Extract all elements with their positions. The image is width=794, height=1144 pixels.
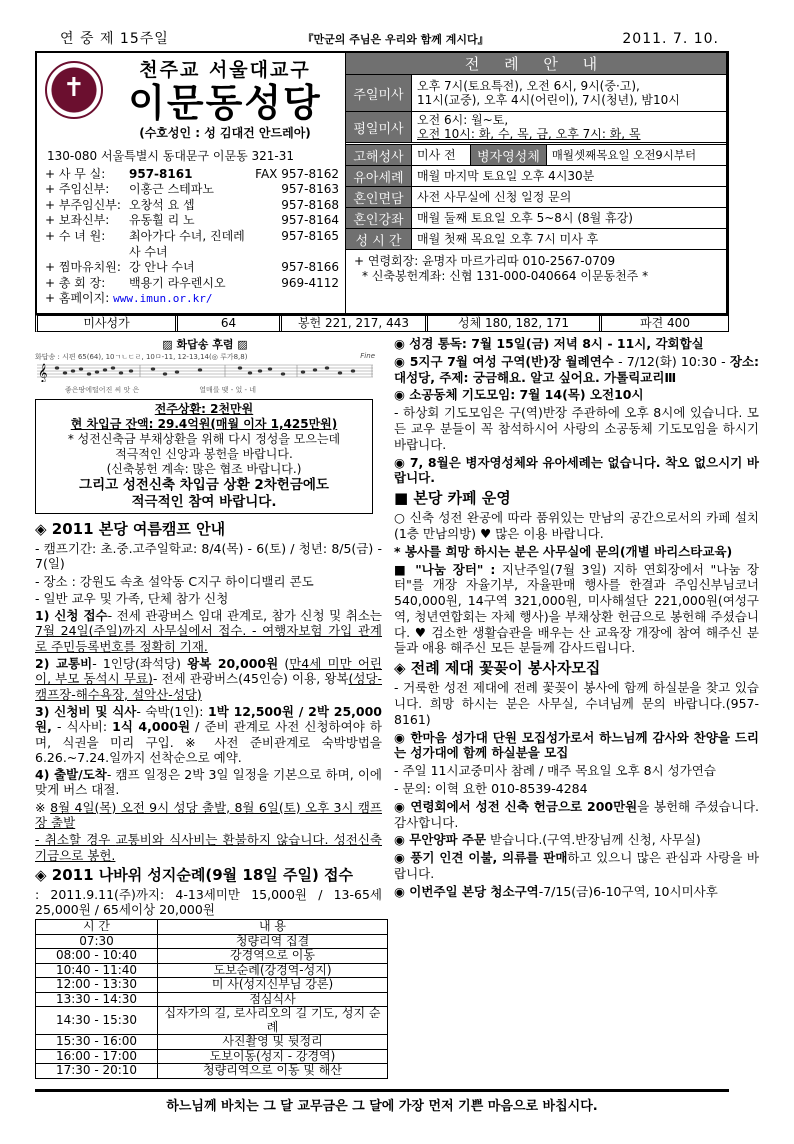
activity-cell: 청량리역으로 이동 및 해산 bbox=[158, 1064, 388, 1079]
text-run: ■ "나눔 장터" : bbox=[394, 561, 496, 577]
pilgrimage-schedule-table bbox=[35, 919, 388, 1079]
activity-cell: 십자가의 길, 로사리오의 길 기도, 성지 순례 bbox=[158, 1007, 388, 1035]
notice-line: 적극적인 참여 바랍니다. bbox=[131, 493, 277, 510]
music-note bbox=[87, 372, 91, 375]
paragraph bbox=[35, 767, 382, 798]
text-run: 만4세 미만 어린이, 부모 동석시 무료) bbox=[35, 656, 382, 687]
paragraph bbox=[394, 832, 759, 848]
music-note bbox=[313, 368, 317, 371]
text-run: 1) 신청 접수 bbox=[35, 608, 108, 624]
notice-line: (신축봉헌 계속: 많은 협조 바랍니다.) bbox=[106, 461, 302, 476]
liturgy-row-value: 매월 마지막 토요일 오후 4시30분 bbox=[417, 169, 595, 183]
masthead-box bbox=[35, 51, 729, 315]
left-column bbox=[35, 520, 382, 918]
music-note bbox=[258, 369, 262, 372]
funeral-committee: + 연령회장: 윤명자 마르가리따 010-2567-0709 bbox=[354, 254, 616, 268]
hymn-recessional: 파견 400 bbox=[640, 315, 690, 330]
liturgy-row bbox=[346, 166, 726, 187]
text-run: ◉ 소공동체 기도모임: 7월 14(목) 오전10시 bbox=[394, 387, 644, 403]
text-run: 7월 24일(주일)까지 사무실에서 접수. - 여행자보험 가입 관계로 주민등록번호를 정확히 기재. bbox=[35, 623, 382, 654]
notice-line: 전주상환: 2천만원 bbox=[154, 401, 254, 416]
contact-label: + 찜마유치원: bbox=[45, 260, 121, 275]
text-run: 지난주일(7월 3일) 지하 연회장에서 "나눔 장터"를 개장 자율기부, 자율판매 행사를 한결과 주임신부님코너 540,000원, 14구역 321,000원, 미사해설단 221,000원(여성구역, 청년연합회는 자체 행사)을 부채상환 헌금으로 봉헌해 주셨습니다. ♥ 검소한 생활습관을 배우는 산 교육장 개장에 참여 해주신 분들과 애용 해주신 모든 분들께 감사드립니다. bbox=[394, 561, 759, 656]
text-run: 1박 12,500원 / 2박 25,000원, bbox=[35, 703, 382, 735]
music-note bbox=[163, 372, 167, 375]
time-cell: 16:00 - 17:00 bbox=[36, 1049, 158, 1064]
music-note bbox=[325, 366, 329, 369]
liturgy-row-label: 성 시 간 bbox=[346, 229, 412, 249]
music-note bbox=[338, 371, 342, 374]
music-note bbox=[175, 370, 179, 373]
text-run: / 준비 관계로 사전 신청하여야 하며, 식권을 미리 구입. ※ 사전 준비관계로 숙박방법을 6.26.~7.24.일까지 선착순으로 예약. bbox=[35, 719, 382, 765]
paragraph bbox=[394, 781, 759, 797]
time-cell: 15:30 - 16:00 bbox=[36, 1035, 158, 1050]
music-note bbox=[111, 366, 115, 369]
music-note bbox=[79, 367, 83, 370]
paragraph bbox=[394, 884, 759, 900]
contact-phone: 957-8166 bbox=[281, 260, 339, 275]
paragraph bbox=[394, 510, 759, 542]
text-run: 3) 신청비 및 식사 bbox=[35, 703, 137, 719]
psalm-lyric: 열매를 맺 - 었 - 네 bbox=[199, 385, 257, 394]
notice-line: 현 차입금 잔액: 29.4억원(매월 이자 1,425만원) bbox=[70, 416, 338, 431]
text-run: 을 봉헌해 주셨습니다. 감사합니다. bbox=[394, 798, 759, 830]
time-cell: 14:30 - 15:30 bbox=[36, 1007, 158, 1035]
paragraph bbox=[394, 544, 759, 560]
confession-label: 고해성사 bbox=[346, 145, 412, 165]
contact-label: + 총 회 장: bbox=[45, 275, 106, 290]
bulletin-date: 2011. 7. 10. bbox=[622, 31, 719, 47]
text-run: - 캠프 일정은 2박 3일 일정을 기본으로 하며, 이에 맞게 버스 대절. bbox=[35, 767, 382, 798]
col-header: 내 용 bbox=[158, 920, 388, 935]
paragraph bbox=[394, 763, 759, 779]
paragraph bbox=[394, 850, 759, 882]
psalm-lyric: 좋은땅에떨어진 씨 앗 은 bbox=[65, 385, 140, 394]
footer-divider bbox=[35, 1089, 729, 1092]
section-heading: ◈ 전례 제대 꽃꽂이 봉사자모집 bbox=[394, 659, 601, 678]
text-run: ◉ 성경 통독: 7월 15일(금) 저녁 8시 - 11시, 각회합실 bbox=[394, 335, 704, 351]
table-row bbox=[36, 1049, 388, 1064]
text-run: 8월 4일(목) 오전 9시 성당 출발, 8월 6일(토) 오후 3시 캠프장 출발 bbox=[35, 799, 382, 830]
text-run: - 전세 관광버스 임대 관계로, 참가 신청 및 취소는 bbox=[107, 608, 382, 624]
text-run: 왕복 20,000원 bbox=[187, 656, 279, 672]
fine-mark: Fine bbox=[360, 351, 375, 360]
liturgy-guide bbox=[345, 53, 726, 313]
liturgy-row bbox=[346, 229, 726, 250]
text-run: -7/15(금)6-10구역, 10시미사후 bbox=[538, 883, 718, 899]
text-run: * 봉사를 희망 하시는 분은 사무실에 문의(개별 바리스타교육) bbox=[394, 543, 733, 559]
table-row bbox=[36, 1007, 388, 1035]
contact-label: + 부주임신부: bbox=[45, 197, 121, 212]
paragraph bbox=[35, 656, 382, 702]
music-note bbox=[119, 371, 123, 374]
paragraph bbox=[394, 730, 759, 762]
parish-brand bbox=[45, 59, 339, 141]
table-row bbox=[36, 934, 388, 949]
weekday-mass-label: 평일미사 bbox=[346, 112, 412, 142]
homepage-label: + 홈페이지: bbox=[45, 291, 110, 306]
paragraph bbox=[35, 574, 382, 589]
contact-label: + 보좌신부: bbox=[45, 213, 110, 228]
content-columns bbox=[35, 334, 759, 1079]
liturgy-row-value: 매월 둘째 토요일 오후 5~8시 (8월 휴강) bbox=[417, 211, 633, 225]
text-run: - 숙박(1인): bbox=[136, 703, 208, 719]
treble-clef-icon: 𝄞 bbox=[38, 362, 48, 382]
debt-notice-box bbox=[35, 399, 373, 514]
liturgy-row bbox=[346, 208, 726, 229]
contact-phone: 957-8168 bbox=[281, 197, 339, 212]
notice-line: 그리고 성전신축 차입금 상환 2차헌금에도 bbox=[79, 476, 329, 493]
text-run: 2) 교통비 bbox=[35, 656, 93, 672]
liturgy-row-label: 혼인강좌 bbox=[346, 208, 412, 228]
text-run: - 문의: 이혁 요한 010-8539-4284 bbox=[394, 781, 588, 797]
week-label: 연 중 제 15주일 bbox=[60, 31, 169, 47]
paragraph bbox=[35, 541, 382, 572]
paragraph bbox=[35, 591, 382, 606]
text-run: ※ bbox=[35, 799, 51, 815]
activity-cell: 사진촬영 및 뒷정리 bbox=[158, 1035, 388, 1050]
time-cell: 10:40 - 11:40 bbox=[36, 963, 158, 978]
text-run: - 거룩한 성전 제대에 전례 꽃꽂이 봉사에 함께 하실분을 찾고 있습니다. 희망 하시는 분은 사무실, 수녀님께 문의 바랍니다.(957-8161) bbox=[394, 680, 759, 727]
hymn-offertory: 봉헌 221, 217, 443 bbox=[282, 316, 428, 331]
contact-phone: 957-8163 bbox=[281, 182, 339, 197]
contact-phone: 957-8164 bbox=[281, 213, 339, 228]
text-run: ◉ 5지구 7월 여성 구역(반)장 월례연수 bbox=[394, 353, 614, 369]
left-column-wrap bbox=[35, 334, 382, 1079]
text-run: 하고 있으니 많은 관심과 사랑을 바랍니다. bbox=[394, 850, 759, 882]
time-cell: 17:30 - 20:10 bbox=[36, 1064, 158, 1079]
notice-line: 적극적인 신앙과 봉헌을 바랍니다. bbox=[115, 446, 293, 461]
patron-saint: (수호성인 : 성 김대건 안드레아) bbox=[139, 126, 311, 140]
confession-value: 미사 전 bbox=[417, 148, 456, 162]
music-note bbox=[301, 370, 305, 373]
section-heading: ◈ 2011 본당 여름캠프 안내 bbox=[35, 519, 226, 538]
text-run: - 식사비: bbox=[51, 719, 113, 735]
hymn-row bbox=[35, 315, 729, 332]
table-row bbox=[36, 1035, 388, 1050]
activity-cell: 미 사(성지신부님 강론) bbox=[158, 978, 388, 993]
section-heading: ■ 본당 카페 운영 bbox=[394, 489, 511, 508]
contact-label: + 사 무 실: bbox=[45, 166, 106, 181]
text-run: ◉ 풍기 인견 이불, 의류를 판매 bbox=[394, 850, 568, 866]
music-note bbox=[351, 369, 355, 372]
music-note bbox=[129, 369, 133, 372]
table-row bbox=[36, 963, 388, 978]
text-run: ◉ 한마음 성가대 단원 모집성가로서 하느님께 감사와 찬양을 드리는 성가대에 함께 하실분을 모집 bbox=[394, 729, 759, 761]
text-run: ( bbox=[278, 656, 290, 672]
homepage-link[interactable]: www.imun.or.kr/ bbox=[113, 292, 213, 306]
text-run: ◉ 7, 8월은 병자영성체와 유아세례는 없습니다. 착오 없으시기 바랍니다. bbox=[394, 454, 759, 486]
text-run: 장소:대성당, 주제: 궁금해요. 알고 싶어요. 가톨릭교리Ⅲ bbox=[394, 353, 760, 385]
col-header: 시 간 bbox=[36, 920, 158, 935]
music-note bbox=[63, 371, 67, 374]
text-run: - 7/12(화) 10:30 - bbox=[613, 353, 730, 369]
text-run: - 캠프기간: 초.중.고주일학교: 8/4(목) - 6(토) / 청년: 8/5(금) - 7(일) bbox=[35, 540, 382, 572]
time-cell: 13:30 - 14:30 bbox=[36, 992, 158, 1007]
contact-list bbox=[45, 149, 339, 307]
paragraph bbox=[394, 354, 759, 386]
liturgy-row bbox=[346, 187, 726, 208]
text-run: ○ 신축 성전 완공에 따라 품위있는 만남의 공간으로서의 카페 설치 (1층 만남의방) ♥ 많은 이용 바랍니다. bbox=[394, 510, 759, 541]
contact-name: 백용기 라우렌시오 bbox=[129, 275, 226, 290]
text-run: - 취소할 경우 bbox=[35, 832, 116, 848]
contact-name: 957-8161 bbox=[129, 166, 193, 181]
text-run: 4) 출발/도착 bbox=[35, 767, 107, 783]
liturgy-row-value: 사전 사무실에 신청 일정 문의 bbox=[417, 190, 572, 204]
activity-cell: 청량리역 집결 bbox=[158, 934, 388, 949]
psalm-reference: 화답송 : 시편 65(64), 10ㄱㄴㄷㄹ, 10ㅁ-11, 12-13,14(◎ 루가8,8) bbox=[35, 352, 248, 361]
paragraph bbox=[394, 562, 759, 657]
music-note bbox=[103, 368, 107, 371]
table-row bbox=[36, 949, 388, 964]
paragraph bbox=[394, 455, 759, 487]
time-cell: 12:00 - 13:30 bbox=[36, 978, 158, 993]
activity-cell: 점심식사 bbox=[158, 992, 388, 1007]
address: 130-080 서울특별시 동대문구 이문동 321-31 bbox=[47, 149, 295, 163]
liturgy-title: 전 례 안 내 bbox=[346, 53, 726, 75]
text-run: 받습니다.(구역.반장님께 신청, 사무실) bbox=[486, 832, 701, 848]
paragraph bbox=[35, 608, 382, 654]
weekday-mass-line: 오전 10시: 화, 수, 목, 금, 오후 7시: 화, 목 bbox=[417, 127, 641, 141]
liturgy-row-label: 유아세례 bbox=[346, 166, 412, 186]
paragraph bbox=[394, 799, 759, 831]
text-run: (성당-캠프장-해수욕장, 설악산-성당) bbox=[35, 671, 383, 702]
text-run: - 주일 11시교중미사 참례 / 매주 목요일 오후 8시 성가연습 bbox=[394, 763, 716, 779]
music-note bbox=[281, 372, 285, 375]
text-run: 1식 4,000원 bbox=[112, 719, 191, 735]
right-column-wrap bbox=[394, 334, 759, 1079]
contact-name: 오창석 요 셉 bbox=[129, 197, 195, 212]
psalm-title: ▨ 화답송 후렴 ▨ bbox=[162, 337, 248, 351]
paragraph bbox=[394, 336, 759, 352]
table-row bbox=[36, 1064, 388, 1079]
contact-name: 이홍근 스테파노 bbox=[129, 182, 214, 197]
sunday-mass-label: 주일미사 bbox=[346, 75, 412, 111]
text-run: - 장소 : 강원도 속초 설악동 C지구 하이디밸리 콘도 bbox=[35, 573, 314, 589]
hymn-label: 미사성가 bbox=[38, 316, 178, 331]
paragraph bbox=[35, 800, 382, 831]
text-run: - 전세 관광버스(45인승) 이용, 왕복 bbox=[152, 671, 349, 687]
sick-communion-value: 매월셋째목요일 오전9시부터 bbox=[551, 148, 697, 162]
music-note bbox=[151, 367, 155, 370]
music-note bbox=[238, 366, 242, 369]
parish-logo-icon bbox=[45, 61, 103, 119]
paragraph bbox=[394, 680, 759, 727]
music-note bbox=[71, 369, 75, 372]
table-row bbox=[36, 978, 388, 993]
music-note bbox=[55, 366, 59, 369]
music-staff bbox=[35, 362, 375, 382]
text-run: - 하상회 기도모임은 구(역)반장 주관하에 오후 8시에 있습니다. 모든 교우 분들이 꼭 참석하시어 사랑의 소공동체 기도모임을 하시기 바랍니다. bbox=[394, 405, 759, 452]
contact-name: 강 안나 수녀 bbox=[129, 260, 195, 275]
paragraph bbox=[394, 387, 759, 403]
music-note bbox=[248, 371, 252, 374]
section-heading: ◈ 2011 나바위 성지순례(9월 18일 주일) 접수 bbox=[35, 865, 354, 884]
text-run: ◉ 연령회에서 성전 신축 헌금으로 200만원 bbox=[394, 798, 638, 814]
text-run: 교통비와 식사비는 환불하지 않습니다. 성전신축기금으로 봉헌. bbox=[35, 832, 382, 863]
activity-cell: 도보순례(강경역-성지) bbox=[158, 963, 388, 978]
footer-message: 하느님께 바치는 그 달 교무금은 그 달에 가장 먼저 기쁜 마음으로 바칩시다. bbox=[166, 1098, 598, 1114]
contact-label: + 주임신부: bbox=[45, 182, 110, 197]
psalm-score bbox=[35, 336, 375, 395]
time-cell: 08:00 - 10:40 bbox=[36, 949, 158, 964]
music-note bbox=[95, 370, 99, 373]
text-run: ◉ 무안양파 주문 bbox=[394, 832, 487, 848]
archdiocese: 천주교 서울대교구 bbox=[139, 59, 311, 81]
right-column bbox=[394, 336, 759, 900]
sunday-mass-line: 오후 7시(토요특전), 오전 6시, 9시(중·고), bbox=[417, 79, 640, 93]
paragraph bbox=[394, 405, 759, 452]
music-note bbox=[268, 367, 272, 370]
contact-phone: FAX 957-8162 bbox=[255, 166, 339, 181]
liturgy-row-label: 혼인면담 bbox=[346, 187, 412, 207]
table-row bbox=[36, 992, 388, 1007]
music-note bbox=[198, 368, 202, 371]
motto: 『만군의 주님은 우리와 함께 계시다』 bbox=[302, 33, 489, 46]
liturgy-row-value: 매월 첫째 목요일 오후 7시 미사 후 bbox=[417, 232, 599, 246]
hymn-entrance: 64 bbox=[178, 316, 282, 331]
text-run: : 2011.9.11(주)까지: 4-13세미만 15,000원 / 13-65세 25,000원 / 65세이상 20,000원 bbox=[35, 886, 382, 918]
parish-info bbox=[37, 53, 345, 313]
text-run: - 일반 교우 및 가족, 단체 참가 신청 bbox=[35, 590, 229, 606]
paragraph bbox=[35, 887, 382, 918]
time-cell: 07:30 bbox=[36, 934, 158, 949]
page-header bbox=[35, 28, 759, 48]
text-run: - 1인당(좌석당) bbox=[92, 656, 188, 672]
sick-communion-label: 병자영성체 bbox=[470, 145, 547, 165]
text-run: ◉ 이번주일 본당 청소구역 bbox=[394, 883, 539, 899]
contact-name: 유동훨 리 노 bbox=[129, 213, 195, 228]
paragraph bbox=[35, 704, 382, 765]
activity-cell: 강경역으로 이동 bbox=[158, 949, 388, 964]
weekday-mass-line: 오전 6시: 월~토, bbox=[417, 113, 509, 127]
hymn-communion: 성체 180, 182, 171 bbox=[428, 316, 602, 331]
contact-phone: 969-4112 bbox=[281, 275, 339, 290]
contact-phone: 957-8165 bbox=[281, 228, 339, 243]
sunday-mass-line: 11시(교중), 오후 4시(어린이), 7시(청년), 밤10시 bbox=[417, 93, 680, 107]
contact-name: 최아가다 수녀, 진데레사 수녀 bbox=[129, 228, 245, 259]
paragraph bbox=[35, 832, 382, 863]
activity-cell: 도보이동(성지 - 강경역) bbox=[158, 1049, 388, 1064]
donation-account: * 신축봉헌계좌: 신협 131-000-040664 이문동천주 * bbox=[362, 269, 649, 283]
parish-name: 이문동성당 bbox=[128, 81, 322, 125]
notice-line: * 성전신축금 부채상환을 위해 다시 정성을 모으는데 bbox=[67, 431, 341, 446]
contact-label: + 수 녀 원: bbox=[45, 228, 106, 243]
